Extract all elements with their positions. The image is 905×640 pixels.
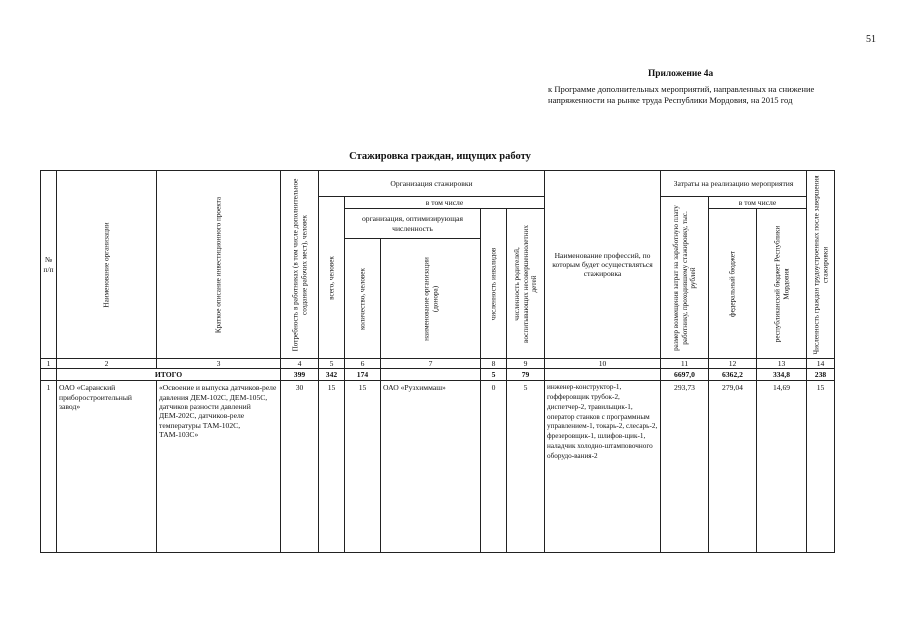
header-professions: Наименование профессий, по которым будет осуществляться стажировка (545, 171, 661, 359)
header-num: № п/п (41, 171, 57, 359)
row-parents: 5 (507, 381, 545, 553)
total-federal: 6362,2 (709, 369, 757, 381)
table-row (41, 381, 835, 553)
total-label: ИТОГО (57, 369, 281, 381)
header-org-name: Наименование организации (57, 171, 157, 359)
header-including: в том числе (345, 197, 545, 209)
total-total: 342 (319, 369, 345, 381)
row-quantity: 15 (345, 381, 381, 553)
row-project: «Освоение и выпуска датчиков-реле давления ДЕМ-102С, ДЕМ-105С, датчиков разности давлений ДЕМ-202С, датчиков-реле температуры ТАМ-102С, ТАМ-103С» (157, 381, 281, 553)
column-numbers-row (41, 359, 835, 369)
column-number: 7 (381, 359, 481, 369)
row-org: ОАО «Саранский приборостроительный завод» (57, 381, 157, 553)
appendix-block (548, 69, 868, 107)
column-number: 11 (661, 359, 709, 369)
header-disabled: численность инвалидов (481, 209, 507, 359)
column-number: 13 (757, 359, 807, 369)
column-number: 4 (281, 359, 319, 369)
column-number: 5 (319, 359, 345, 369)
total-employed: 238 (807, 369, 835, 381)
column-number: 1 (41, 359, 57, 369)
header-project-desc: Краткое описание инвестиционного проекта (157, 171, 281, 359)
header-federal: федеральный бюджет (709, 209, 757, 359)
column-number: 8 (481, 359, 507, 369)
row-total: 15 (319, 381, 345, 553)
header-internship-org: Организация стажировки (319, 171, 545, 197)
column-number: 6 (345, 359, 381, 369)
row-employed: 15 (807, 381, 835, 553)
total-disabled: 5 (481, 369, 507, 381)
column-number: 12 (709, 359, 757, 369)
header-costs: Затраты на реализацию мероприятия (661, 171, 807, 197)
header-optimizing-org: организация, оптимизирующая численность (345, 209, 481, 239)
row-professions: инженер-конструктор-1, гофферовщик трубок-2, диспетчер-2, травильщик-1, оператор станков с программным управлением-1, токарь-2, слесарь-2, фрезеровщик-1, шлифов-щик-1, наладчик холодно-штамповочного оборудо-вания-2 (545, 381, 661, 553)
row-donor: ОАО «Рузхиммаш» (381, 381, 481, 553)
total-republican: 334,8 (757, 369, 807, 381)
column-number: 9 (507, 359, 545, 369)
total-num (41, 369, 57, 381)
header-total-people: всего, человек (319, 197, 345, 359)
header-need: Потребность в работниках (в том числе дополнительное создание рабочих мест), человек (281, 171, 319, 359)
page-number: 51 (866, 34, 876, 45)
total-donor (381, 369, 481, 381)
internship-table (40, 170, 835, 553)
header-salary: размер возмещения затрат на заработную плату работнику, проходившему стажировку, тыс. рублей (661, 197, 709, 359)
header-including-costs: в том числе (709, 197, 807, 209)
row-disabled: 0 (481, 381, 507, 553)
row-salary: 293,73 (661, 381, 709, 553)
row-federal: 279,04 (709, 381, 757, 553)
header-parents: численность родителей, воспитывающих несовершеннолетних детей (507, 209, 545, 359)
total-salary: 6697,0 (661, 369, 709, 381)
appendix-title: Приложение 4а (648, 69, 714, 79)
column-number: 14 (807, 359, 835, 369)
header-donor-name: наименование организации (донора) (381, 239, 481, 359)
document-title: Стажировка граждан, ищущих работу (349, 151, 531, 162)
total-parents: 79 (507, 369, 545, 381)
row-need: 30 (281, 381, 319, 553)
total-professions (545, 369, 661, 381)
total-need: 399 (281, 369, 319, 381)
row-num: 1 (41, 381, 57, 553)
column-number: 2 (57, 359, 157, 369)
column-number: 3 (157, 359, 281, 369)
appendix-text: к Программе дополнительных мероприятий, направленных на снижение напряженности на рынке труда Республики Мордовия, на 2015 год (548, 83, 815, 105)
row-republican: 14,69 (757, 381, 807, 553)
total-quantity: 174 (345, 369, 381, 381)
header-republican: республиканский бюджет Республики Мордовия (757, 209, 807, 359)
column-number: 10 (545, 359, 661, 369)
total-row (41, 369, 835, 381)
header-employed-after: Численность граждан трудоустроенных после завершения стажировки (807, 171, 835, 359)
header-quantity: количество, человек (345, 239, 381, 359)
